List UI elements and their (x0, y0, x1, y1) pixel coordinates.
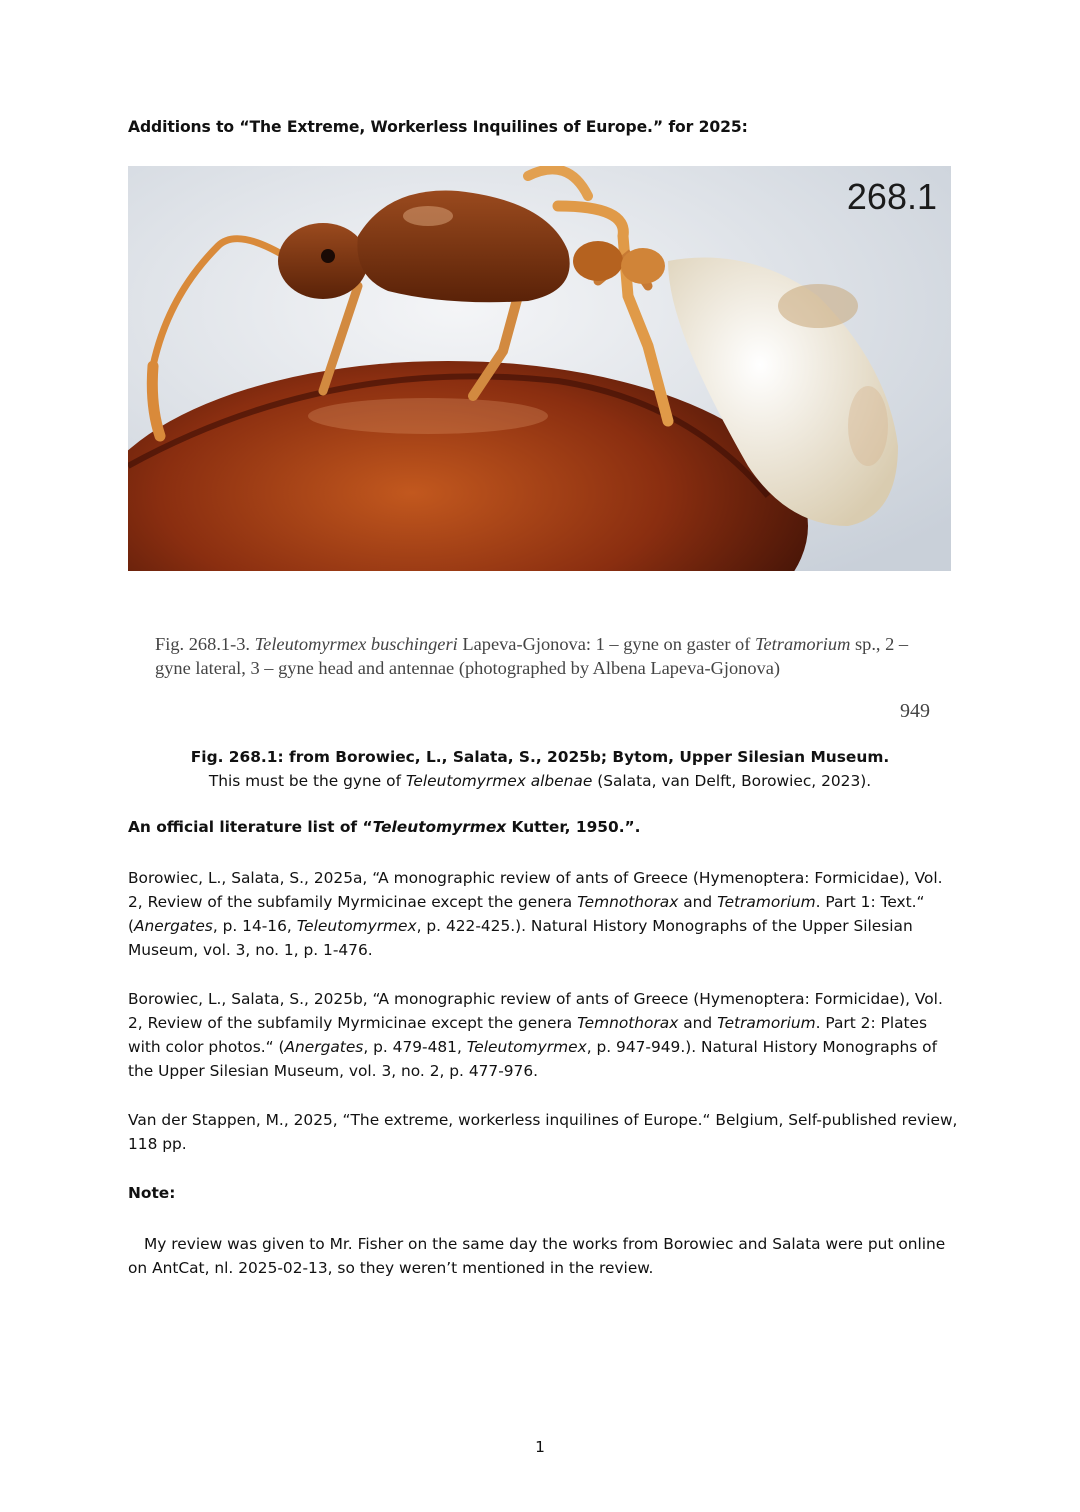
literature-heading: An official literature list of “Teleutomyrmex Kutter, 1950.”. (128, 818, 641, 836)
note-heading: Note: (128, 1184, 176, 1202)
reference-item: Borowiec, L., Salata, S., 2025b, “A monographic review of ants of Greece (Hymenoptera: Formicidae), Vol. 2, Review of the subfamily Myrmicinae except the genera Temnothorax and Tetramorium. Part 2: Plates with color photos.“ (Anergates, p. 479-481, Teleutomyrmex, p. 947-949.). Natural History Monographs of the Upper Silesian Museum, vol. 3, no. 2, p. 477-976. (128, 990, 943, 1080)
plate-label: 268.1 (846, 176, 937, 217)
figure-caption-source: Fig. 268.1: from Borowiec, L., Salata, S., 2025b; Bytom, Upper Silesian Museum. (190, 748, 890, 766)
ant-photo (128, 166, 951, 571)
scanned-figure-caption: Fig. 268.1-3. Teleutomyrmex buschingeri Lapeva-Gjonova: 1 – gyne on gaster of Tetramorium sp., 2 – gyne lateral, 3 – gyne head and antennae (photographed by Albena Lapeva-Gjonova) (155, 634, 909, 678)
reference-item: Van der Stappen, M., 2025, “The extreme, workerless inquilines of Europe.“ Belgium, Self-published review, 118 pp. (128, 1111, 958, 1153)
page-number: 1 (535, 1438, 545, 1456)
ant-photo-illustration (128, 166, 951, 571)
figure-caption-note: This must be the gyne of Teleutomyrmex albenae (Salata, van Delft, Borowiec, 2023). (208, 772, 872, 790)
ant-head (278, 223, 368, 299)
scanned-page-number: 949 (900, 700, 930, 722)
note-text: My review was given to Mr. Fisher on the same day the works from Borowiec and Salata were put online on AntCat, nl. 2025-02-13, so they weren’t mentioned in the review. (128, 1235, 946, 1277)
reference-item: Borowiec, L., Salata, S., 2025a, “A monographic review of ants of Greece (Hymenoptera: Formicidae), Vol. 2, Review of the subfamily Myrmicinae except the genera Temnothorax and Tetramorium. Part 1: Text.“ (Anergates, p. 14-16, Teleutomyrmex, p. 422-425.). Natural History Monographs of the Upper Silesian Museum, vol. 3, no. 1, p. 1-476. (128, 869, 943, 959)
page-heading: Additions to “The Extreme, Workerless Inquilines of Europe.” for 2025: (128, 118, 748, 136)
figure-caption (128, 745, 952, 793)
